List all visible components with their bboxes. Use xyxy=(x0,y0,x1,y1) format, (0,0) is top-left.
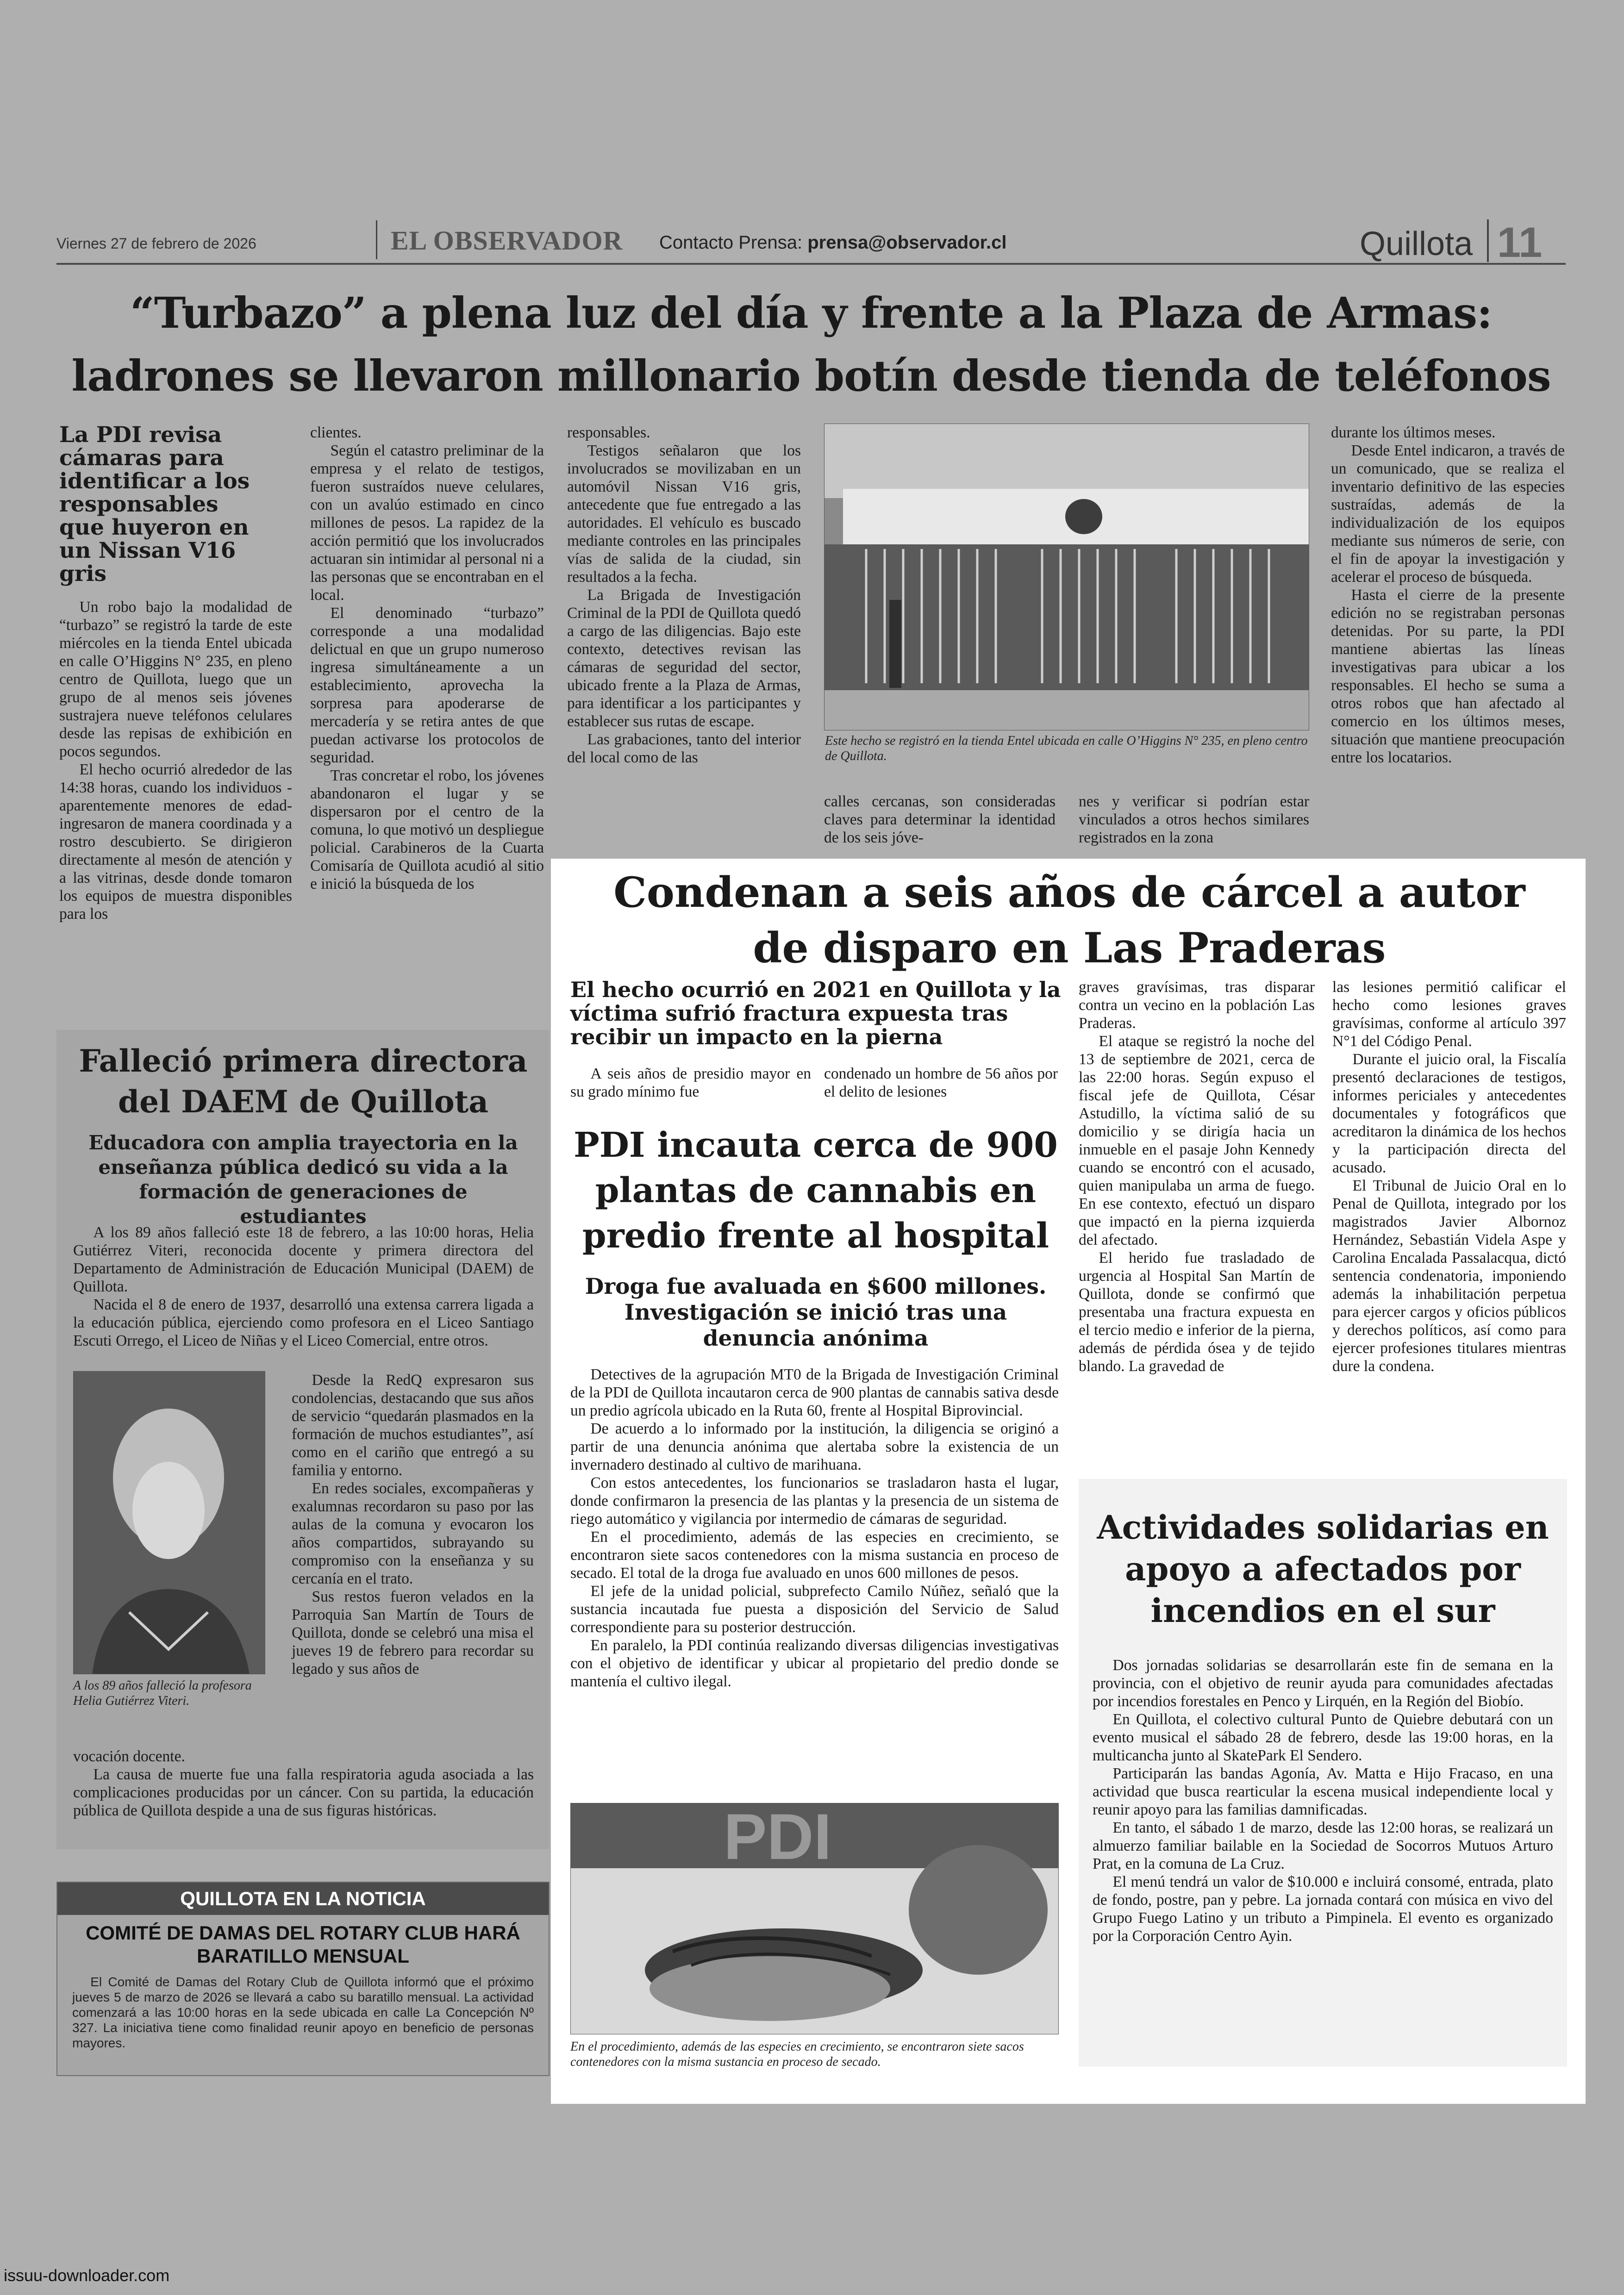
header-divider-right xyxy=(1487,219,1489,262)
cannabis-paragraph: En el procedimiento, además de las especies en crecimiento, se encontraron siete sacos contenedores con la misma sustancia en proceso de secado. El total de la droga fue avaluado en unos 600 millones de pesos. xyxy=(570,1528,1059,1582)
lead-column-3 xyxy=(567,424,801,767)
lead-paragraph: Un robo bajo la modalidad de “turbazo” se registró la tarde de este miércoles en la tienda Entel ubicada en calle O’Higgins N° 235, en pleno centro de Quillota, luego que un grupo de al menos seis jóvenes sustrajera nueve teléfonos celulares desde las repisas de exhibición en pocos segundos. xyxy=(59,599,292,760)
lead-headline: “Turbazo” a plena luz del día y frente a la Plaza de Armas: ladrones se llevaron millonario botín desde tienda de teléfonos xyxy=(71,288,1551,401)
obituary-paragraph: vocación docente. xyxy=(73,1748,185,1765)
press-contact-label: Contacto Prensa: xyxy=(659,232,803,253)
cannabis-deck: Droga fue avaluada en $600 millones. Investigación se inició tras una denuncia anónima xyxy=(585,1274,1047,1351)
newspaper-name: EL OBSERVADOR xyxy=(391,225,623,256)
cannabis-photo-caption: En el procedimiento, además de las especies en crecimiento, se encontraron siete sacos contenedores con la misma sustancia en proceso de secado. xyxy=(570,2039,1024,2069)
page-header xyxy=(56,218,1566,265)
lead-column-4 xyxy=(824,792,1056,847)
obituary-paragraph: Desde la RedQ expresaron sus condolencias, destacando que sus años de servicio “quedarán plasmados en la formación de muchos estudiantes”, así como en el cariño que entregó a su familia y entorno. xyxy=(292,1372,534,1479)
press-contact-email[interactable]: prensa@observador.cl xyxy=(807,232,1007,253)
obituary-photo-caption: A los 89 años falleció la profesora Helia Gutiérrez Viteri. xyxy=(73,1678,252,1708)
lead-paragraph: El denominado “turbazo” corresponde a una modalidad delictual en que un grupo numeroso ingresa simultáneamente a un establecimiento, aprovecha la sorpresa para apoderarse de mercadería y se retira antes de que puedan activarse los protocolos de seguridad. xyxy=(310,605,544,766)
lead-paragraph: La Brigada de Investigación Criminal de la PDI de Quillota quedó a cargo de las diligencias. Bajo este contexto, detectives revisan las cámaras de seguridad del sector, ubicado frente a la Plaza de Armas, para identificar a los participantes y establecer sus rutas de escape. xyxy=(567,586,801,730)
brief-text: El Comité de Damas del Rotary Club de Quillota informó que el próximo jueves 5 de marzo de 2026 se llevará a cabo su baratillo mensual. La actividad comenzará a las 10:00 horas en la sede ubicada en calle La Concepción Nº 327. La iniciativa tiene como finalidad reunir apoyo en beneficio de personas mayores. xyxy=(72,1975,534,2050)
court-paragraph: las lesiones permitió calificar el hecho como lesiones graves gravísimas, conforme al artículo 397 N°1 del Código Penal. xyxy=(1332,979,1566,1050)
court-paragraph: Durante el juicio oral, la Fiscalía presentó declaraciones de testigos, informes periciales y antecedentes documentales y fotográficos que acreditaron la dinámica de los hechos y la participación directa del acusado. xyxy=(1332,1051,1566,1176)
court-paragraph: graves gravísimas, tras disparar contra un vecino en la población Las Praderas. xyxy=(1079,979,1315,1032)
obituary-paragraph: La causa de muerte fue una falla respiratoria aguda asociada a las complicaciones producidas por un cáncer. Con su partida, la educación pública de Quillota despide a una de sus figuras históricas. xyxy=(73,1766,534,1819)
court-paragraph: condenado un hombre de 56 años por el delito de lesiones xyxy=(824,1065,1058,1100)
lead-paragraph: Según el catastro preliminar de la empresa y el relato de testigos, fueron sustraídos nueve celulares, con un avalúo estimado en cinco millones de pesos. La rapidez de la acción permitió que los involucrados actuaran sin intimidar al personal ni a las personas que se encontraban en el local. xyxy=(310,442,544,604)
lead-paragraph: clientes. xyxy=(310,424,362,441)
cannabis-paragraph: Detectives de la agrupación MT0 de la Brigada de Investigación Criminal de la PDI de Quillota incautaron cerca de 900 plantas de cannabis sativa desde un predio agrícola ubicado en la Ruta 60, frente al Hospital Biprovincial. xyxy=(570,1366,1059,1419)
brief-title: COMITÉ DE DAMAS DEL ROTARY CLUB HARÁ BARATILLO MENSUAL xyxy=(86,1922,520,1967)
court-paragraph: El Tribunal de Juicio Oral en lo Penal de Quillota, integrado por los magistrados Javier Albornoz Hernández, Sebastián Videla Aspe y Carolina Encalada Passalacqua, dictó sentencia condenatoria, imponiendo además la inhabilitación perpetua para ejercer cargos y oficios públicos y derechos políticos, así como para ejercer profesiones titulares mientras dure la condena. xyxy=(1332,1177,1566,1375)
solidarity-paragraph: En Quillota, el colectivo cultural Punto de Quiebre debutará con un evento musical el sábado 28 de febrero, desde las 19:00 horas, en la multicancha junto al SkatePark El Sendero. xyxy=(1093,1711,1553,1764)
pdi-vest-text: PDI xyxy=(724,1803,832,1873)
lead-paragraph: El hecho ocurrió alrededor de las 14:38 horas, cuando los individuos -aparentemente menores de edad- ingresaron de manera coordinada y a rostro descubierto. Se dirigieron directamente al mesón de atención y a las vitrinas, desde donde tomaron los equipos de muestra disponibles para los xyxy=(59,761,292,923)
obituary-headline: Falleció primera directora del DAEM de Quillota xyxy=(79,1043,528,1120)
court-column-4 xyxy=(1332,978,1566,1375)
court-kicker: El hecho ocurrió en 2021 en Quillota y la víctima sufrió fractura expuesta tras recibir un impacto en la pierna xyxy=(570,977,1061,1049)
solidarity-headline: Actividades solidarias en apoyo a afectados por incendios en el sur xyxy=(1097,1508,1549,1630)
issue-date: Viernes 27 de febrero de 2026 xyxy=(56,235,256,252)
store-front-illustration xyxy=(824,424,1309,730)
obituary-paragraph: Sus restos fueron velados en la Parroquia San Martín de Tours de Quillota, donde se celebró una misa el jueves 19 de febrero para recordar su legado y sus años de xyxy=(292,1588,534,1678)
court-lead-b xyxy=(824,1065,1058,1101)
obituary-intro xyxy=(73,1223,534,1350)
obituary-side-column xyxy=(292,1371,534,1678)
solidarity-paragraph: El menú tendrá un valor de $10.000 e incluirá consomé, entrada, plato de fondo, postre, pan y pebre. La jornada contará con música en vivo del Grupo Fuego Latino y un tributo a Pimpinela. El evento es organizado por la Corporación Centro Ayin. xyxy=(1093,1873,1553,1945)
obituary-paragraph: Nacida el 8 de enero de 1937, desarrolló una extensa carrera ligada a la educación pública, ejerciendo como profesora en el Liceo Santiago Escuti Orrego, el Liceo de Niñas y el Liceo Comercial, entre otros. xyxy=(73,1296,534,1349)
cannabis-paragraph: En paralelo, la PDI continúa realizando diversas diligencias investigativas con el objetivo de identificar y ubicar al propietario del predio donde se mantenía el cultivo ilegal. xyxy=(570,1637,1059,1690)
section-name: Quillota xyxy=(1360,225,1473,262)
lead-paragraph: Las grabaciones, tanto del interior del local como de las xyxy=(567,731,801,766)
lead-paragraph: calles cercanas, son consideradas claves para determinar la identidad de los seis jóve- xyxy=(824,793,1056,846)
lead-paragraph: Desde Entel indicaron, a través de un comunicado, que se realiza el inventario definitivo de las especies sustraídas, además de la individualización de los equipos mediante sus números de serie, con el fin de apoyar la investigación y acelerar el proceso de búsqueda. xyxy=(1331,442,1565,586)
court-column-3 xyxy=(1079,978,1315,1375)
solidarity-paragraph: En tanto, el sábado 1 de marzo, desde las 12:00 horas, se realizará un almuerzo familiar bailable en la Sociedad de Socorros Mutuos Arturo Prat, en la comuna de La Cruz. xyxy=(1093,1819,1553,1872)
lead-paragraph: Testigos señalaron que los involucrados se movilizaban en un automóvil Nissan V16 gris, antecedente que fue entregado a las autoridades. El vehículo es buscado mediante controles en las principales vías de salida de la ciudad, sin resultados a la fecha. xyxy=(567,442,801,586)
cannabis-paragraph: Con estos antecedentes, los funcionarios se trasladaron hasta el lugar, donde confirmaron la presencia de las plantas y la presencia de un sistema de riego automático y vigilancia por intermedio de cámaras de seguridad. xyxy=(570,1474,1059,1528)
lead-paragraph: nes y verificar si podrían estar vinculados a otros hechos similares registrados en la zona xyxy=(1079,793,1309,846)
court-paragraph: El ataque se registró la noche del 13 de septiembre de 2021, cerca de las 22:00 horas. Según expuso el fiscal jefe de Quillota, César Astudillo, la víctima salió de su domicilio y se dirigía hacia un inmueble en el pasaje John Kennedy cuando se encontró con el acusado, quien manipulaba un arma de fuego. En ese contexto, efectuó un disparo que impactó en la pierna izquierda del afectado. xyxy=(1079,1033,1315,1248)
cannabis-body xyxy=(570,1366,1059,1690)
obituary-paragraph: A los 89 años falleció este 18 de febrero, a las 10:00 horas, Helia Gutiérrez Viteri, reconocida docente y primera directora del Departamento de Administración de Educación Municipal (DAEM) de Quillota. xyxy=(73,1224,534,1295)
obituary-deck: Educadora con amplia trayectoria en la enseñanza pública dedicó su vida a la formación de generaciones de estudiantes xyxy=(88,1131,518,1228)
store-photo-caption: Este hecho se registró en la tienda Entel ubicada en calle O’Higgins N° 235, en pleno centro de Quillota. xyxy=(825,734,1308,763)
page-number: 11 xyxy=(1497,219,1543,266)
solidarity-paragraph: Dos jornadas solidarias se desarrollarán este fin de semana en la provincia, con el objetivo de reunir ayuda para comunidades afectadas por incendios forestales en Penco y Lirquén, en la Región del Biobío. xyxy=(1093,1657,1553,1710)
source-watermark[interactable]: issuu-downloader.com xyxy=(4,2266,170,2285)
lead-kicker: La PDI revisa cámaras para identificar a los responsables que huyeron en un Nissan V16 gris xyxy=(59,422,250,586)
cannabis-paragraph: De acuerdo a lo informado por la institución, la diligencia se originó a partir de una denuncia anónima que alertaba sobre la existencia de un invernadero destinado al cultivo de marihuana. xyxy=(570,1420,1059,1473)
lead-column-6 xyxy=(1331,424,1565,767)
brief-box xyxy=(56,1882,550,2076)
lead-paragraph: Tras concretar el robo, los jóvenes abandonaron el lugar y se dispersaron por el centro de la comuna, lo que motivó un despliegue policial. Carabineros de la Cuarta Comisaría de Quillota acudió al sitio e inició la búsqueda de los xyxy=(310,767,544,892)
solidarity-body xyxy=(1093,1656,1553,1945)
press-contact xyxy=(659,232,1006,253)
lead-paragraph: durante los últimos meses. xyxy=(1331,424,1496,441)
cannabis-illustration xyxy=(571,1803,1059,2034)
lead-column-5 xyxy=(1079,792,1309,847)
court-headline: Condenan a seis años de cárcel a autor de disparo en Las Praderas xyxy=(613,868,1525,973)
brief-banner: QUILLOTA EN LA NOTICIA xyxy=(57,1883,549,1915)
header-divider xyxy=(376,220,377,259)
cannabis-photo xyxy=(570,1803,1059,2034)
court-paragraph: El herido fue trasladado de urgencia al Hospital San Martín de Quillota, donde se confirmó que presentaba una fractura expuesta en el tercio medio e inferior de la pierna, además de pérdida ósea y de tejido blando. La gravedad de xyxy=(1079,1249,1315,1375)
lead-column-2 xyxy=(310,424,544,893)
solidarity-paragraph: Participarán las bandas Agonía, Av. Matta e Hijo Fracaso, en una actividad que busca rearticular la escena musical independiente local y reunir apoyo para las familias damnificadas. xyxy=(1093,1765,1553,1818)
obituary-tail xyxy=(73,1747,534,1820)
store-photo xyxy=(824,424,1309,730)
obituary-portrait xyxy=(73,1371,265,1674)
cannabis-headline: PDI incauta cerca de 900 plantas de cannabis en predio frente al hospital xyxy=(574,1125,1058,1256)
lead-paragraph: Hasta el cierre de la presente edición no se registraban personas detenidas. Por su parte, la PDI mantiene abiertas las líneas investigativas para ubicar a los responsables. El hecho se suma a otros robos que han afectado al comercio en los últimos meses, situación que mantiene preocupación entre los locatarios. xyxy=(1331,586,1565,766)
cannabis-paragraph: El jefe de la unidad policial, subprefecto Camilo Núñez, señaló que la sustancia incautada fue puesta a disposición del Servicio de Salud correspondiente para su posterior destrucción. xyxy=(570,1583,1059,1636)
portrait-illustration xyxy=(74,1372,265,1674)
obituary-paragraph: En redes sociales, excompañeras y exalumnas recordaron su paso por las aulas de la comuna y evocaron los años compartidos, subrayando su compromiso con la enseñanza y su cercanía en el trato. xyxy=(292,1480,534,1587)
lead-column-1 xyxy=(59,598,292,923)
court-lead-a xyxy=(570,1065,811,1101)
court-paragraph: A seis años de presidio mayor en su grado mínimo fue xyxy=(570,1065,811,1100)
lead-paragraph: responsables. xyxy=(567,424,650,441)
